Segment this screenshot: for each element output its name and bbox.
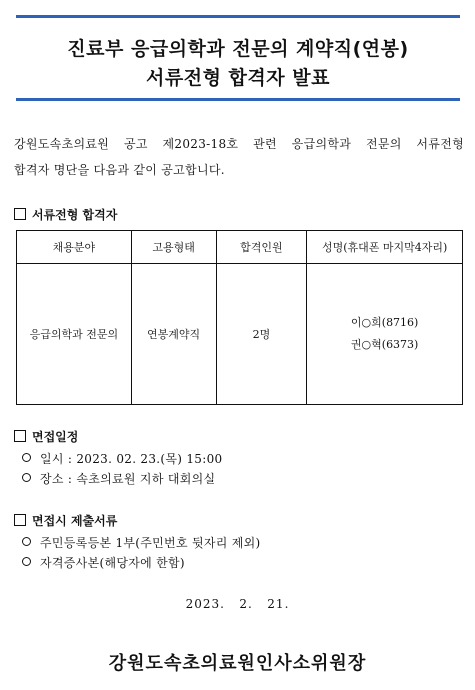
table-row — [17, 264, 463, 405]
interview-heading-label: 면접일정 — [32, 430, 79, 444]
list-item: 일시 : 2023. 02. 23.(목) 15:00 — [40, 452, 223, 466]
list-item: 장소 : 속초의료원 지하 대회의실 — [40, 472, 216, 486]
cell-type: 연봉계약직 — [131, 264, 216, 405]
documents-section-heading — [14, 512, 117, 529]
results-table — [16, 230, 463, 405]
announcement-intro — [14, 131, 464, 183]
cell-field: 응급의학과 전문의 — [17, 264, 132, 405]
document-item — [22, 534, 261, 551]
column-header-name: 성명(휴대폰 마지막4자리) — [307, 231, 463, 264]
candidate-name: 이○희(8716) — [350, 316, 419, 329]
results-section-heading — [14, 206, 117, 223]
circle-bullet-icon — [22, 557, 31, 566]
circle-bullet-icon — [22, 537, 31, 546]
circle-bullet-icon — [22, 473, 31, 482]
cell-names — [307, 264, 463, 405]
announcement-date: 2023. 2. 21. — [185, 597, 290, 611]
checkbox-square-icon — [14, 208, 26, 220]
results-heading-label: 서류전형 합격자 — [32, 208, 118, 222]
header-top-rule — [16, 15, 460, 18]
documents-heading-label: 면접시 제출서류 — [32, 514, 118, 528]
checkbox-square-icon — [14, 514, 26, 526]
list-item: 주민등록등본 1부(주민번호 뒷자리 제외) — [40, 536, 261, 550]
page-title: 진료부 응급의학과 전문의 계약직(연봉) — [67, 38, 409, 60]
column-header-count: 합격인원 — [216, 231, 307, 264]
interview-location — [22, 470, 215, 487]
page-subtitle: 서류전형 합격자 발표 — [146, 67, 330, 89]
intro-line-1: 강원도속초의료원 공고 제2023-18호 관련 응급의학과 전문의 서류전형 — [14, 137, 464, 151]
table-header-row — [17, 231, 463, 264]
cell-count: 2명 — [216, 264, 307, 405]
document-item — [22, 554, 185, 571]
header-bottom-rule — [16, 98, 460, 101]
column-header-type: 고용형태 — [131, 231, 216, 264]
intro-line-2: 합격자 명단을 다음과 같이 공고합니다. — [14, 163, 225, 177]
checkbox-square-icon — [14, 430, 26, 442]
column-header-field: 채용분야 — [17, 231, 132, 264]
candidate-name: 권○혁(6373) — [350, 338, 419, 351]
signer: 강원도속초의료원인사소위원장 — [108, 653, 367, 674]
circle-bullet-icon — [22, 453, 31, 462]
interview-datetime — [22, 450, 222, 467]
list-item: 자격증사본(해당자에 한함) — [40, 556, 185, 570]
interview-section-heading — [14, 428, 78, 445]
